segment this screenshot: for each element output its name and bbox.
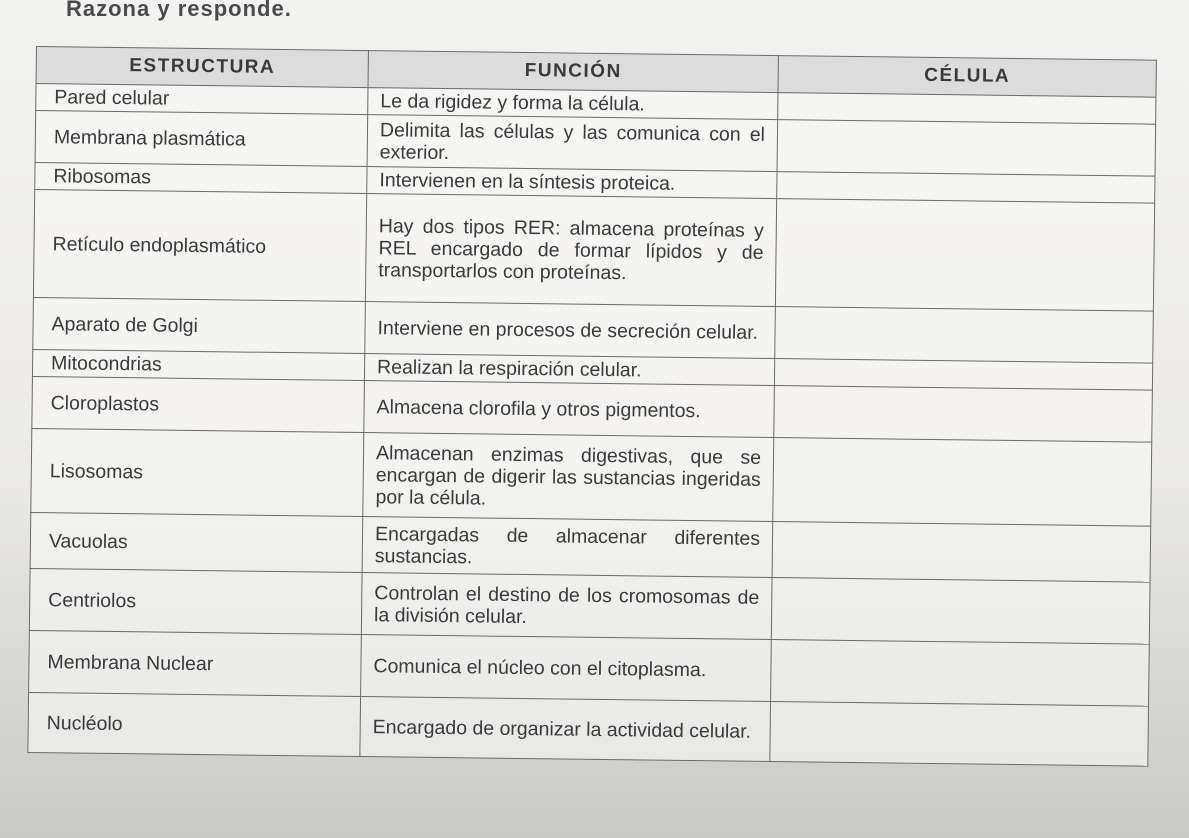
cell-estructura: Nucléolo (28, 692, 361, 756)
cell-celula[interactable] (775, 307, 1154, 364)
cell-funcion: Realizan la respiración celular. (364, 354, 774, 386)
cell-celula[interactable] (771, 640, 1150, 707)
cell-celula[interactable] (772, 522, 1151, 583)
header-funcion: FUNCIÓN (368, 51, 778, 93)
cell-funcion: Almacenan enzimas digestivas, que se encargan de digerir las sustancias ingeridas por la célula. (363, 433, 774, 522)
cell-celula[interactable] (774, 386, 1153, 443)
table-row (33, 189, 1154, 311)
cell-estructura: Mitocondrias (32, 349, 364, 380)
cell-funcion: Comunica el núcleo con el citoplasma. (361, 635, 772, 702)
cell-celula[interactable] (777, 120, 1156, 177)
cell-estructura: Retículo endoplasmático (33, 189, 366, 301)
table-row (28, 692, 1149, 766)
cell-estructura: Cloroplastos (32, 376, 365, 432)
worksheet (27, 46, 1156, 812)
cell-estructura: Vacuolas (30, 512, 363, 572)
cell-structures-table (27, 46, 1157, 767)
cell-estructura: Aparato de Golgi (33, 297, 366, 353)
instruction-text: Razona y responde. (66, 0, 292, 21)
cell-estructura: Lisosomas (31, 428, 364, 516)
cell-celula[interactable] (770, 702, 1149, 767)
cell-celula[interactable] (775, 199, 1154, 312)
cell-estructura: Membrana plasmática (35, 111, 368, 167)
cell-funcion: Controlan el destino de los cromosomas de la división celular. (361, 573, 772, 640)
cell-estructura: Pared celular (36, 84, 368, 115)
cell-celula[interactable] (773, 438, 1152, 527)
cell-funcion: Le da rigidez y forma la célula. (368, 88, 778, 120)
header-estructura: ESTRUCTURA (36, 47, 368, 88)
cell-estructura: Centriolos (29, 568, 362, 634)
header-celula: CÉLULA (778, 56, 1156, 98)
cell-funcion: Encargado de organizar la actividad celular. (360, 697, 771, 762)
cell-funcion: Interviene en procesos de secreción celular. (365, 302, 776, 359)
cell-funcion: Delimita las células y las comunica con el exterior. (367, 115, 778, 172)
cell-estructura: Ribosomas (35, 162, 367, 193)
cell-funcion: Intervienen en la síntesis proteica. (367, 167, 777, 199)
cell-funcion: Encargadas de almacenar diferentes sustancias. (362, 517, 773, 578)
cell-celula[interactable] (771, 578, 1150, 645)
cell-estructura: Membrana Nuclear (29, 630, 362, 696)
cell-funcion: Almacena clorofila y otros pigmentos. (364, 381, 775, 438)
cell-funcion: Hay dos tipos RER: almacena proteínas y REL encargado de formar lípidos y de transportarlos con proteínas. (365, 194, 776, 307)
table-row (31, 428, 1152, 526)
